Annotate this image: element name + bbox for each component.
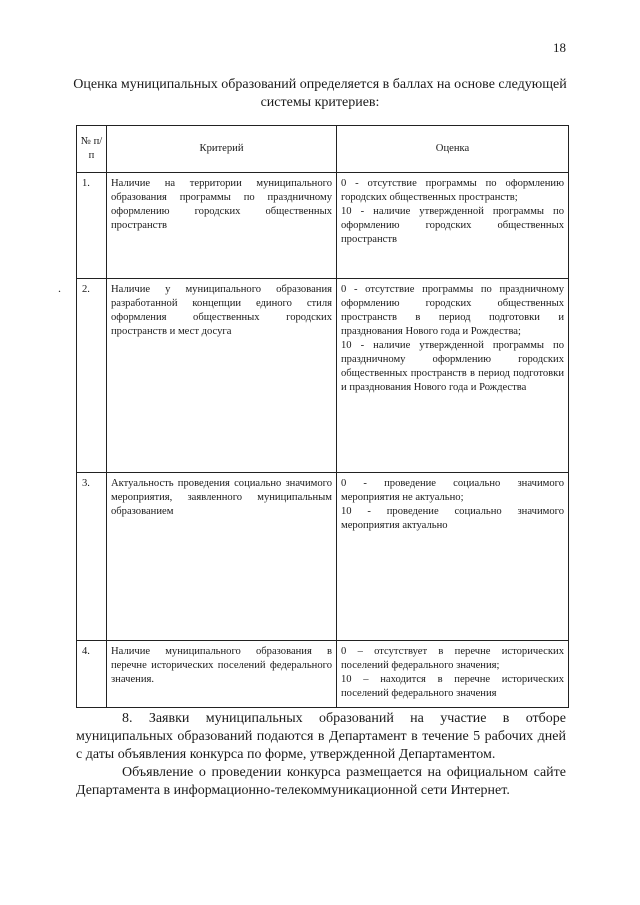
body-text: [76, 710, 566, 800]
score-ten: 10 - наличие утвержденной программы по оформлению городских общественных пространств: [341, 206, 564, 245]
row-number: 4.: [77, 641, 107, 708]
score-ten: 10 - наличие утвержденной программы по праздничному оформлению городских общественных пространств в период подготовки и празднования Нового года и Рождества: [341, 340, 564, 393]
intro-text: Оценка муниципальных образований определяется в баллах на основе следующей системы критериев:: [73, 77, 567, 110]
score-zero: 0 - проведение социально значимого мероприятия не актуально;: [341, 478, 564, 503]
header-criterion: Критерий: [107, 126, 337, 173]
page-number: 18: [553, 40, 566, 55]
table-row: [77, 279, 569, 473]
row-score: [337, 279, 569, 473]
table-row: [77, 473, 569, 641]
row-criterion: Наличие у муниципального образования разработанной концепции единого стиля оформления общественных городских пространств и мест досуга: [107, 279, 337, 473]
row-score: [337, 473, 569, 641]
paragraph-applications: 8. Заявки муниципальных образований на участие в отборе муниципальных образований подаются в Департамент в течение 5 рабочих дней с даты объявления конкурса по форме, утвержденной Департаментом.: [76, 711, 566, 762]
criteria-table: [76, 125, 569, 708]
row-number: 1.: [77, 173, 107, 279]
margin-mark: .: [58, 281, 61, 295]
row-criterion: Наличие на территории муниципального образования программы по праздничному оформлению городских общественных пространств: [107, 173, 337, 279]
row-score: [337, 173, 569, 279]
score-ten: 10 - проведение социально значимого мероприятия актуально: [341, 506, 564, 531]
score-ten: 10 – находится в перечне исторических поселений федерального значения: [341, 674, 564, 699]
header-score: Оценка: [337, 126, 569, 173]
table-row: [77, 173, 569, 279]
table-header-row: [77, 126, 569, 173]
table-row: [77, 641, 569, 708]
row-criterion: Актуальность проведения социально значимого мероприятия, заявленного муниципальным образованием: [107, 473, 337, 641]
paragraph-announcement: Объявление о проведении конкурса размещается на официальном сайте Департамента в информационно-телекоммуникационной сети Интернет.: [76, 765, 566, 798]
score-zero: 0 – отсутствует в перечне исторических поселений федерального значения;: [341, 646, 564, 671]
row-score: [337, 641, 569, 708]
row-criterion: Наличие муниципального образования в перечне исторических поселений федерального значения.: [107, 641, 337, 708]
score-zero: 0 - отсутствие программы по оформлению городских общественных пространств;: [341, 178, 564, 203]
score-zero: 0 - отсутствие программы по праздничному оформлению городских общественных пространств в период подготовки и празднования Нового года и Рождества;: [341, 284, 564, 337]
row-number: 3.: [77, 473, 107, 641]
row-number: 2.: [77, 279, 107, 473]
header-number: № п/п: [77, 126, 107, 173]
